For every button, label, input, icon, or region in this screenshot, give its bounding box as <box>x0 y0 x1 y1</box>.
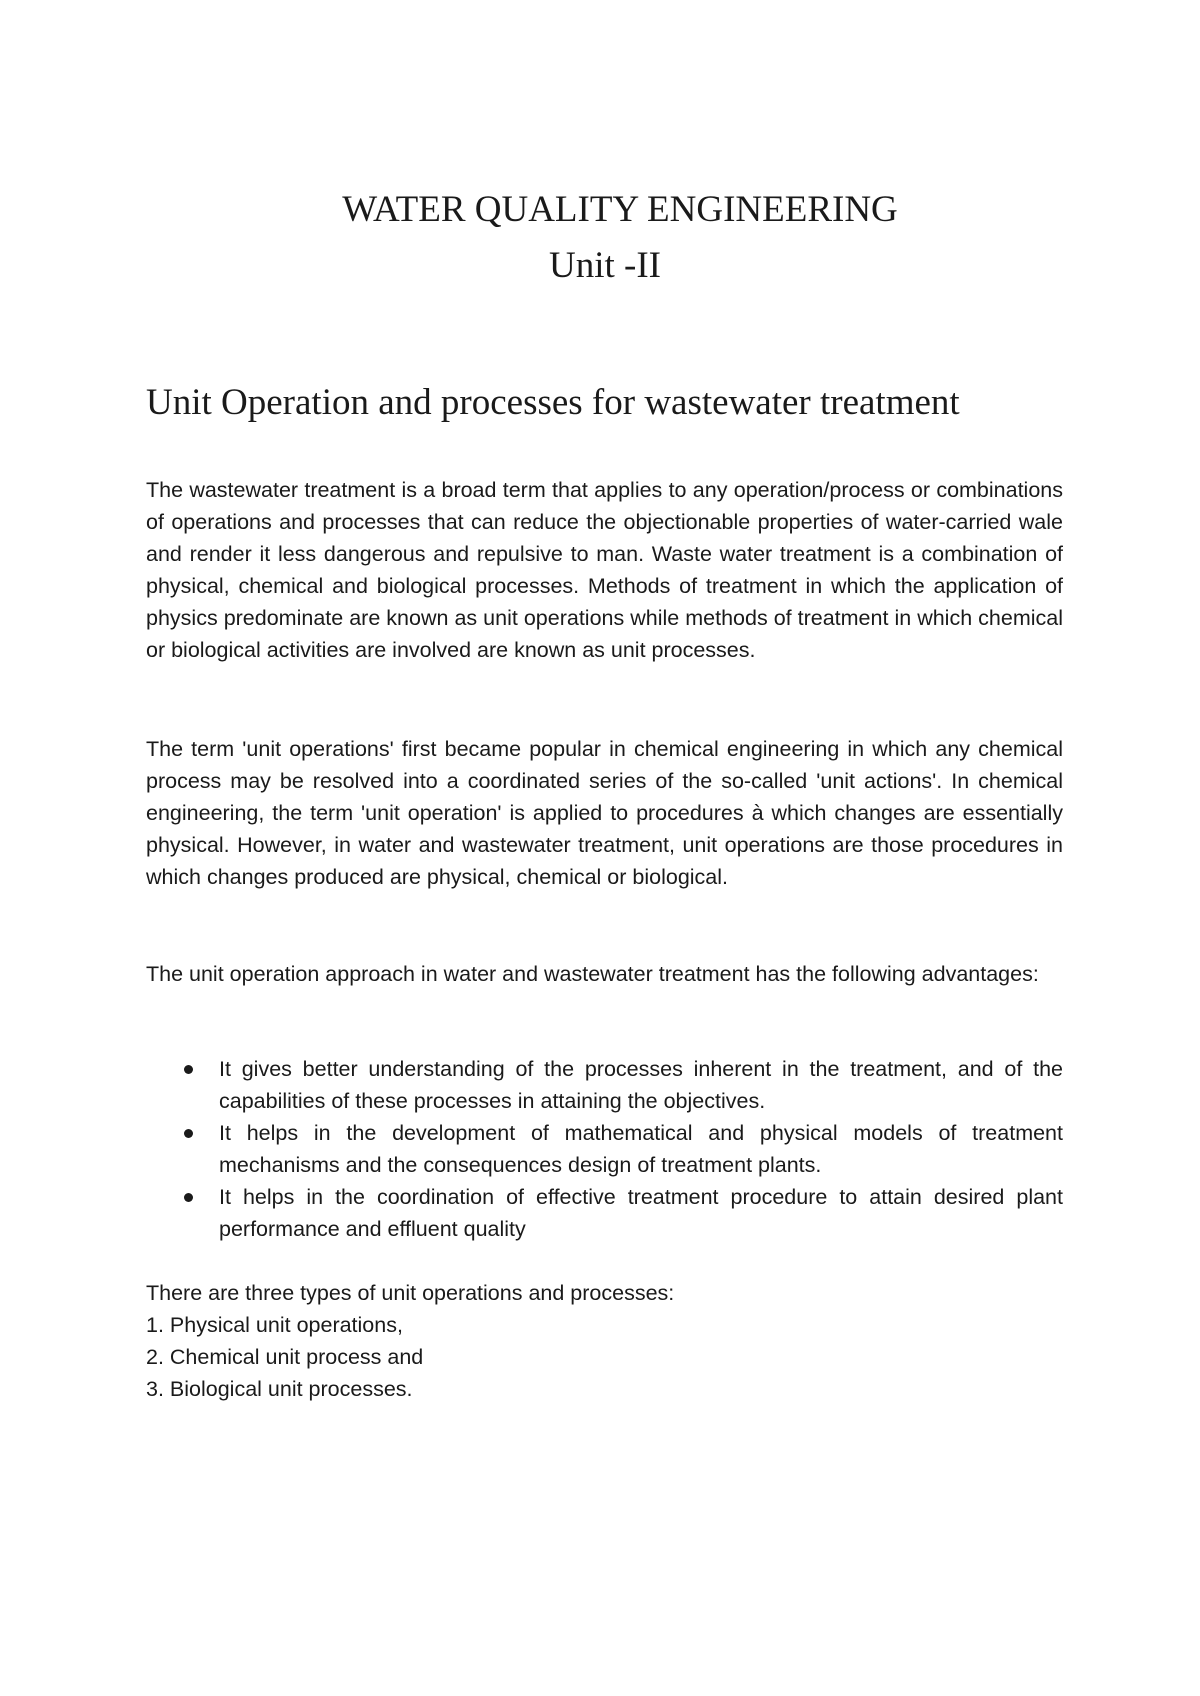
paragraph-intro: The wastewater treatment is a broad term that applies to any operation/process or combinations of operations and processes that can reduce the objectionable properties of water-carried wale and render it less dangerous and repulsive to man. Waste water treatment is a combination of physical, chemical and biological processes. Methods of treatment in which the application of physics predominate are known as unit operations while methods of treatment in which chemical or biological activities are involved are known as unit processes. <box>146 478 1063 662</box>
paragraph-advantages-intro: The unit operation approach in water and wastewater treatment has the following advantages: <box>146 962 1039 986</box>
types-item-physical: 1. Physical unit operations, <box>146 1313 403 1337</box>
list-item-text: It gives better understanding of the processes inherent in the treatment, and of the capabilities of these processes in attaining the objectives. <box>219 1057 1063 1113</box>
list-item-text: It helps in the coordination of effective treatment procedure to attain desired plant performance and effluent quality <box>219 1185 1063 1241</box>
types-item-biological: 3. Biological unit processes. <box>146 1377 413 1401</box>
list-item <box>146 1053 1063 1117</box>
bullet-icon <box>184 1193 193 1202</box>
list-item <box>146 1117 1063 1181</box>
paragraph-unit-operations: The term 'unit operations' first became popular in chemical engineering in which any chemical process may be resolved into a coordinated series of the so-called 'unit actions'. In chemical engineering, the term 'unit operation' is applied to procedures à which changes are essentially physical. However, in water and wastewater treatment, unit operations are those procedures in which changes produced are physical, chemical or biological. <box>146 737 1063 889</box>
types-item-chemical: 2. Chemical unit process and <box>146 1345 424 1369</box>
bullet-icon <box>184 1129 193 1138</box>
types-section <box>146 1277 1063 1405</box>
bullet-icon <box>184 1065 193 1074</box>
types-intro: There are three types of unit operations and processes: <box>146 1281 675 1305</box>
document-title: WATER QUALITY ENGINEERING <box>342 189 898 230</box>
section-heading: Unit Operation and processes for wastewater treatment <box>146 382 960 423</box>
list-item-text: It helps in the development of mathematical and physical models of treatment mechanisms and the consequences design of treatment plants. <box>219 1121 1063 1177</box>
advantages-list <box>146 1053 1063 1245</box>
list-item <box>146 1181 1063 1245</box>
document-subtitle: Unit -II <box>549 245 661 286</box>
